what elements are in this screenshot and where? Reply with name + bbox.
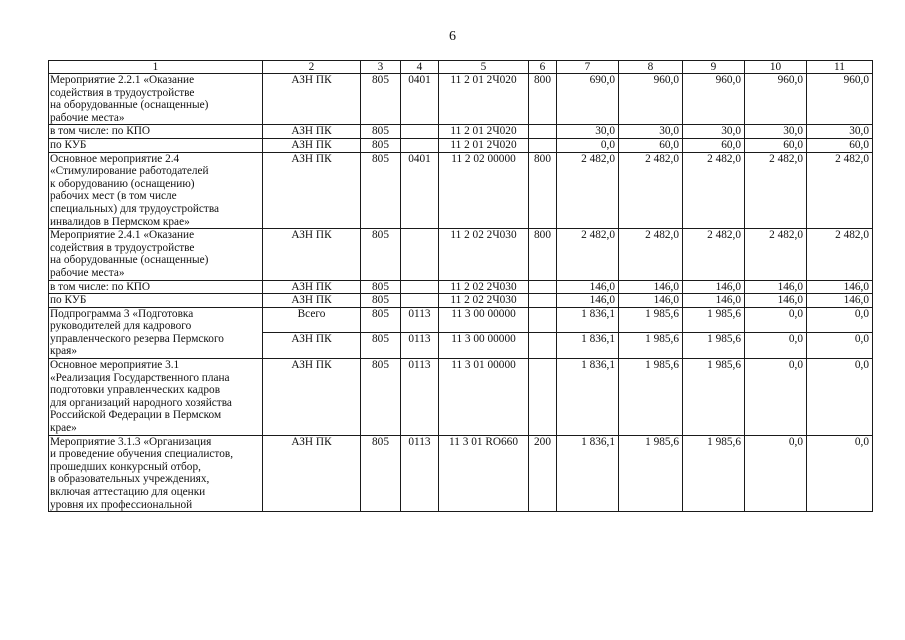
- amount-cell-11: 146,0: [807, 294, 873, 308]
- amount-cell-9: 60,0: [683, 138, 745, 152]
- amount-cell-7: 1 836,1: [557, 359, 619, 436]
- amount-cell-11: 30,0: [807, 125, 873, 139]
- amount-cell-8: 2 482,0: [619, 229, 683, 280]
- amount-cell-8: 960,0: [619, 74, 683, 125]
- amount-cell-8: 146,0: [619, 280, 683, 294]
- activity-name-line: Мероприятие 2.2.1 «Оказание: [50, 74, 195, 86]
- section-code-cell: [401, 125, 439, 139]
- amount-cell-11: 2 482,0: [807, 152, 873, 229]
- amount-cell-7: 30,0: [557, 125, 619, 139]
- gbrs-code-cell: 805: [361, 333, 401, 359]
- responsible-cell: АЗН ПК: [263, 280, 361, 294]
- target-article-cell: 11 2 02 2Ч030: [439, 280, 529, 294]
- activity-name-cell: [49, 359, 263, 436]
- activity-name-line: уровня их профессиональной: [50, 498, 193, 511]
- target-article-cell: 11 2 02 2Ч030: [439, 229, 529, 280]
- activity-name-line: включая аттестацию для оценки: [50, 486, 206, 498]
- amount-cell-10: 30,0: [745, 125, 807, 139]
- activity-name-cell: [49, 280, 263, 294]
- amount-cell-10: 2 482,0: [745, 152, 807, 229]
- amount-cell-10: 146,0: [745, 280, 807, 294]
- gbrs-code-cell: 805: [361, 280, 401, 294]
- target-article-cell: 11 2 01 2Ч020: [439, 74, 529, 125]
- expense-type-cell: [529, 125, 557, 139]
- activity-name-line: содействия в трудоустройстве: [50, 86, 195, 99]
- amount-cell-11: 0,0: [807, 435, 873, 512]
- section-code-cell: 0113: [401, 333, 439, 359]
- amount-cell-10: 0,0: [745, 359, 807, 436]
- expense-type-cell: [529, 280, 557, 294]
- amount-cell-7: 690,0: [557, 74, 619, 125]
- amount-cell-8: 60,0: [619, 138, 683, 152]
- activity-name-line: руководителей для кадрового: [50, 320, 192, 333]
- amount-cell-8: 2 482,0: [619, 152, 683, 229]
- header-cell: 4: [401, 61, 439, 74]
- activity-name-line: на оборудованные (оснащенные): [50, 254, 209, 267]
- header-cell: 5: [439, 61, 529, 74]
- activity-name-line: крае»: [50, 422, 77, 435]
- amount-cell-8: 1 985,6: [619, 435, 683, 512]
- expense-type-cell: [529, 333, 557, 359]
- amount-cell-10: 60,0: [745, 138, 807, 152]
- amount-cell-9: 2 482,0: [683, 229, 745, 280]
- gbrs-code-cell: 805: [361, 74, 401, 125]
- activity-name-line: Основное мероприятие 2.4: [50, 152, 180, 165]
- amount-cell-10: 0,0: [745, 307, 807, 333]
- table-row: [49, 294, 873, 308]
- responsible-cell: АЗН ПК: [263, 359, 361, 436]
- section-code-cell: [401, 294, 439, 308]
- gbrs-code-cell: 805: [361, 307, 401, 333]
- amount-cell-9: 2 482,0: [683, 152, 745, 229]
- amount-cell-10: 0,0: [745, 333, 807, 359]
- column-number-header-row: [49, 61, 873, 74]
- amount-cell-9: 1 985,6: [683, 333, 745, 359]
- gbrs-code-cell: 805: [361, 435, 401, 512]
- section-code-cell: 0113: [401, 307, 439, 333]
- activity-name-line: по КУБ: [50, 294, 87, 307]
- amount-cell-8: 146,0: [619, 294, 683, 308]
- gbrs-code-cell: 805: [361, 359, 401, 436]
- table-row: [49, 229, 873, 280]
- table-row: [49, 138, 873, 152]
- header-cell: 7: [557, 61, 619, 74]
- responsible-cell: АЗН ПК: [263, 152, 361, 229]
- header-cell: 3: [361, 61, 401, 74]
- activity-name-cell: [49, 307, 263, 358]
- activity-name-line: на оборудованные (оснащенные): [50, 99, 209, 112]
- amount-cell-11: 2 482,0: [807, 229, 873, 280]
- expense-type-cell: 800: [529, 229, 557, 280]
- table-row: [49, 435, 873, 512]
- activity-name-cell: [49, 152, 263, 229]
- amount-cell-9: 1 985,6: [683, 435, 745, 512]
- section-code-cell: 0113: [401, 435, 439, 512]
- amount-cell-11: 60,0: [807, 138, 873, 152]
- table-row: [49, 359, 873, 436]
- activity-name-line: управленческого резерва Пермского: [50, 332, 224, 345]
- target-article-cell: 11 3 00 00000: [439, 307, 529, 333]
- target-article-cell: 11 2 02 00000: [439, 152, 529, 229]
- amount-cell-7: 146,0: [557, 294, 619, 308]
- amount-cell-7: 146,0: [557, 280, 619, 294]
- amount-cell-10: 960,0: [745, 74, 807, 125]
- responsible-cell: АЗН ПК: [263, 74, 361, 125]
- activity-name-line: к оборудованию (оснащению): [50, 177, 195, 190]
- header-cell: 6: [529, 61, 557, 74]
- target-article-cell: 11 2 01 2Ч020: [439, 138, 529, 152]
- activity-name-line: Мероприятие 3.1.3 «Организация: [50, 435, 212, 448]
- activity-name-line: «Стимулирование работодателей: [50, 165, 209, 178]
- amount-cell-8: 1 985,6: [619, 333, 683, 359]
- responsible-cell: АЗН ПК: [263, 229, 361, 280]
- budget-table: [48, 60, 873, 512]
- target-article-cell: 11 3 00 00000: [439, 333, 529, 359]
- activity-name-line: «Реализация Государственного плана: [50, 371, 230, 384]
- table-row: [49, 307, 873, 333]
- amount-cell-9: 960,0: [683, 74, 745, 125]
- activity-name-line: в том числе: по КПО: [50, 125, 151, 138]
- table-row: [49, 280, 873, 294]
- responsible-cell: АЗН ПК: [263, 333, 361, 359]
- amount-cell-8: 1 985,6: [619, 307, 683, 333]
- gbrs-code-cell: 805: [361, 138, 401, 152]
- amount-cell-8: 30,0: [619, 125, 683, 139]
- activity-name-line: края»: [50, 345, 77, 358]
- activity-name-line: для организаций народного хозяйства: [50, 396, 232, 409]
- responsible-cell: АЗН ПК: [263, 435, 361, 512]
- expense-type-cell: 800: [529, 152, 557, 229]
- table-row: [49, 152, 873, 229]
- activity-name-cell: [49, 74, 263, 125]
- amount-cell-11: 0,0: [807, 359, 873, 436]
- amount-cell-9: 146,0: [683, 294, 745, 308]
- amount-cell-7: 1 836,1: [557, 333, 619, 359]
- activity-name-line: содействия в трудоустройстве: [50, 241, 195, 254]
- amount-cell-10: 2 482,0: [745, 229, 807, 280]
- target-article-cell: 11 3 01 RO660: [439, 435, 529, 512]
- header-cell: 9: [683, 61, 745, 74]
- gbrs-code-cell: 805: [361, 152, 401, 229]
- expense-type-cell: 200: [529, 435, 557, 512]
- activity-name-cell: [49, 125, 263, 139]
- section-code-cell: 0113: [401, 359, 439, 436]
- activity-name-line: Подпрограмма 3 «Подготовка: [50, 307, 194, 320]
- amount-cell-9: 30,0: [683, 125, 745, 139]
- gbrs-code-cell: 805: [361, 125, 401, 139]
- amount-cell-7: 1 836,1: [557, 307, 619, 333]
- activity-name-line: Основное мероприятие 3.1: [50, 359, 180, 372]
- activity-name-line: специальных) для трудоустройства: [50, 202, 220, 215]
- amount-cell-11: 0,0: [807, 307, 873, 333]
- activity-name-cell: [49, 435, 263, 512]
- activity-name-line: рабочие места»: [50, 111, 125, 124]
- activity-name-cell: [49, 294, 263, 308]
- activity-name-line: Мероприятие 2.4.1 «Оказание: [50, 229, 195, 242]
- activity-name-line: инвалидов в Пермском крае»: [50, 215, 190, 228]
- gbrs-code-cell: 805: [361, 229, 401, 280]
- target-article-cell: 11 2 02 2Ч030: [439, 294, 529, 308]
- responsible-cell: АЗН ПК: [263, 138, 361, 152]
- section-code-cell: [401, 138, 439, 152]
- amount-cell-11: 0,0: [807, 333, 873, 359]
- amount-cell-11: 146,0: [807, 280, 873, 294]
- expense-type-cell: 800: [529, 74, 557, 125]
- target-article-cell: 11 3 01 00000: [439, 359, 529, 436]
- activity-name-cell: [49, 138, 263, 152]
- responsible-cell: АЗН ПК: [263, 294, 361, 308]
- expense-type-cell: [529, 294, 557, 308]
- amount-cell-7: 2 482,0: [557, 152, 619, 229]
- responsible-cell: АЗН ПК: [263, 125, 361, 139]
- activity-name-line: и проведение обучения специалистов,: [50, 448, 234, 461]
- activity-name-line: в том числе: по КПО: [50, 280, 151, 293]
- table-row: [49, 74, 873, 125]
- amount-cell-11: 960,0: [807, 74, 873, 125]
- amount-cell-7: 1 836,1: [557, 435, 619, 512]
- gbrs-code-cell: 805: [361, 294, 401, 308]
- amount-cell-9: 1 985,6: [683, 359, 745, 436]
- responsible-cell: Всего: [263, 307, 361, 333]
- activity-name-line: прошедших конкурсный отбор,: [50, 460, 201, 473]
- amount-cell-7: 0,0: [557, 138, 619, 152]
- amount-cell-10: 0,0: [745, 435, 807, 512]
- amount-cell-10: 146,0: [745, 294, 807, 308]
- amount-cell-7: 2 482,0: [557, 229, 619, 280]
- activity-name-line: рабочие места»: [50, 266, 125, 279]
- amount-cell-9: 146,0: [683, 280, 745, 294]
- amount-cell-9: 1 985,6: [683, 307, 745, 333]
- section-code-cell: 0401: [401, 152, 439, 229]
- activity-name-cell: [49, 229, 263, 280]
- section-code-cell: [401, 280, 439, 294]
- section-code-cell: [401, 229, 439, 280]
- activity-name-line: рабочих мест (в том числе: [50, 190, 177, 203]
- header-cell: 11: [807, 61, 873, 74]
- amount-cell-8: 1 985,6: [619, 359, 683, 436]
- header-cell: 2: [263, 61, 361, 74]
- expense-type-cell: [529, 138, 557, 152]
- header-cell: 1: [49, 61, 263, 74]
- page-number: 6: [449, 29, 456, 44]
- table-row: [49, 125, 873, 139]
- header-cell: 10: [745, 61, 807, 74]
- activity-name-line: в образовательных учреждениях,: [50, 473, 210, 486]
- target-article-cell: 11 2 01 2Ч020: [439, 125, 529, 139]
- expense-type-cell: [529, 307, 557, 333]
- section-code-cell: 0401: [401, 74, 439, 125]
- activity-name-line: подготовки управленческих кадров: [50, 384, 221, 397]
- expense-type-cell: [529, 359, 557, 436]
- activity-name-line: по КУБ: [50, 138, 87, 151]
- header-cell: 8: [619, 61, 683, 74]
- activity-name-line: Российской Федерации в Пермском: [50, 409, 222, 422]
